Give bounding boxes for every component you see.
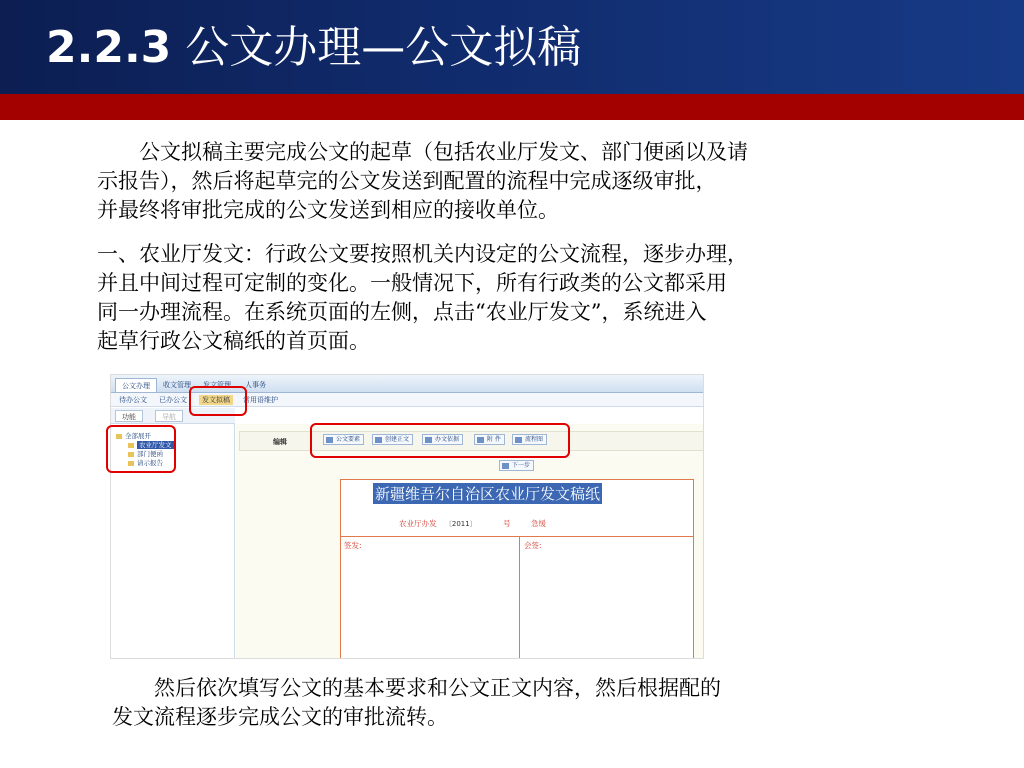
tab-outgoing[interactable]: 发文管理 [203, 381, 231, 389]
draft-form [340, 479, 694, 659]
form-title: 新疆维吾尔自治区农业厅发文稿纸 [375, 485, 601, 503]
button-label: 办文依据 [435, 436, 460, 443]
subtab-draft[interactable]: 发文拟稿 [199, 395, 233, 405]
button-label: 下一步 [512, 462, 531, 469]
arrow-right-icon [502, 463, 509, 469]
tab-incoming[interactable]: 收文管理 [163, 381, 191, 389]
text-line: 示报告），然后将起草完的公文发送到配置的流程中完成逐级审批， [97, 169, 717, 193]
text-line: 公文拟稿主要完成公文的起草（包括农业厅发文、部门便函以及请 [97, 140, 748, 164]
slide-header [0, 0, 1024, 94]
button-label: 附 件 [487, 436, 501, 443]
tree-root-label: 全部展开 [125, 432, 151, 440]
form-number-label: 号 [503, 519, 511, 528]
slide-title [46, 22, 581, 74]
tree-item-label: 部门便函 [137, 450, 163, 458]
subtab-phrases[interactable]: 常用语维护 [243, 396, 278, 404]
button-label: 流程图 [525, 436, 544, 443]
text-line: 同一办理流程。在系统页面的左侧，点击“农业厅发文”，系统进入 [97, 300, 707, 324]
form-year: 〔2011〕 [444, 520, 477, 528]
highlight-toolbar [310, 423, 570, 458]
text-line: 发文流程逐步完成公文的审批流转。 [112, 705, 448, 729]
sign-field-label[interactable]: 签发: [344, 541, 362, 550]
navigation-button[interactable]: 导航 [155, 410, 183, 422]
next-step-button[interactable] [499, 460, 534, 471]
button-label: 公文要素 [336, 436, 361, 443]
text-line: 并最终将审批完成的公文发送到相应的接收单位。 [97, 198, 559, 222]
accent-bar [0, 94, 1024, 120]
embedded-screenshot [110, 374, 704, 659]
title-text: 公文办理—公文拟稿 [185, 22, 582, 73]
cosign-field-label[interactable]: 会签: [524, 541, 542, 550]
function-button[interactable]: 功能 [115, 410, 143, 422]
form-doc-number [399, 518, 546, 529]
paragraph-conclusion [112, 674, 872, 732]
subtab-done[interactable]: 已办公文 [159, 396, 187, 404]
form-urgency[interactable]: 急缓 [531, 519, 546, 528]
subtab-pending[interactable]: 待办公文 [119, 396, 147, 404]
button-label: 创建正文 [385, 436, 410, 443]
tab-document-handling[interactable]: 公文办理 [115, 378, 157, 392]
tree-item-label: 农业厅发文 [139, 441, 172, 449]
tab-personnel[interactable]: 人事务 [245, 381, 266, 389]
paragraph-intro [97, 138, 897, 225]
form-org: 农业厅办发 [399, 519, 437, 528]
text-line: 起草行政公文稿纸的首页面。 [97, 329, 370, 353]
title-number: 2.2.3 [46, 22, 172, 73]
text-line: 并且中间过程可定制的变化。一般情况下，所有行政类的公文都采用 [97, 271, 727, 295]
form-divider [341, 536, 693, 537]
edit-label: 编辑 [273, 438, 287, 446]
paragraph-step-one [97, 240, 897, 356]
highlight-tree [106, 425, 176, 473]
text-line: 然后依次填写公文的基本要求和公文正文内容，然后根据配的 [112, 676, 721, 700]
text-line: 一、农业厅发文：行政公文要按照机关内设定的公文流程，逐步办理， [97, 242, 748, 266]
tree-item-label: 请示报告 [137, 459, 163, 467]
highlight-draft-tab [189, 386, 247, 416]
form-divider-vertical [519, 536, 520, 659]
